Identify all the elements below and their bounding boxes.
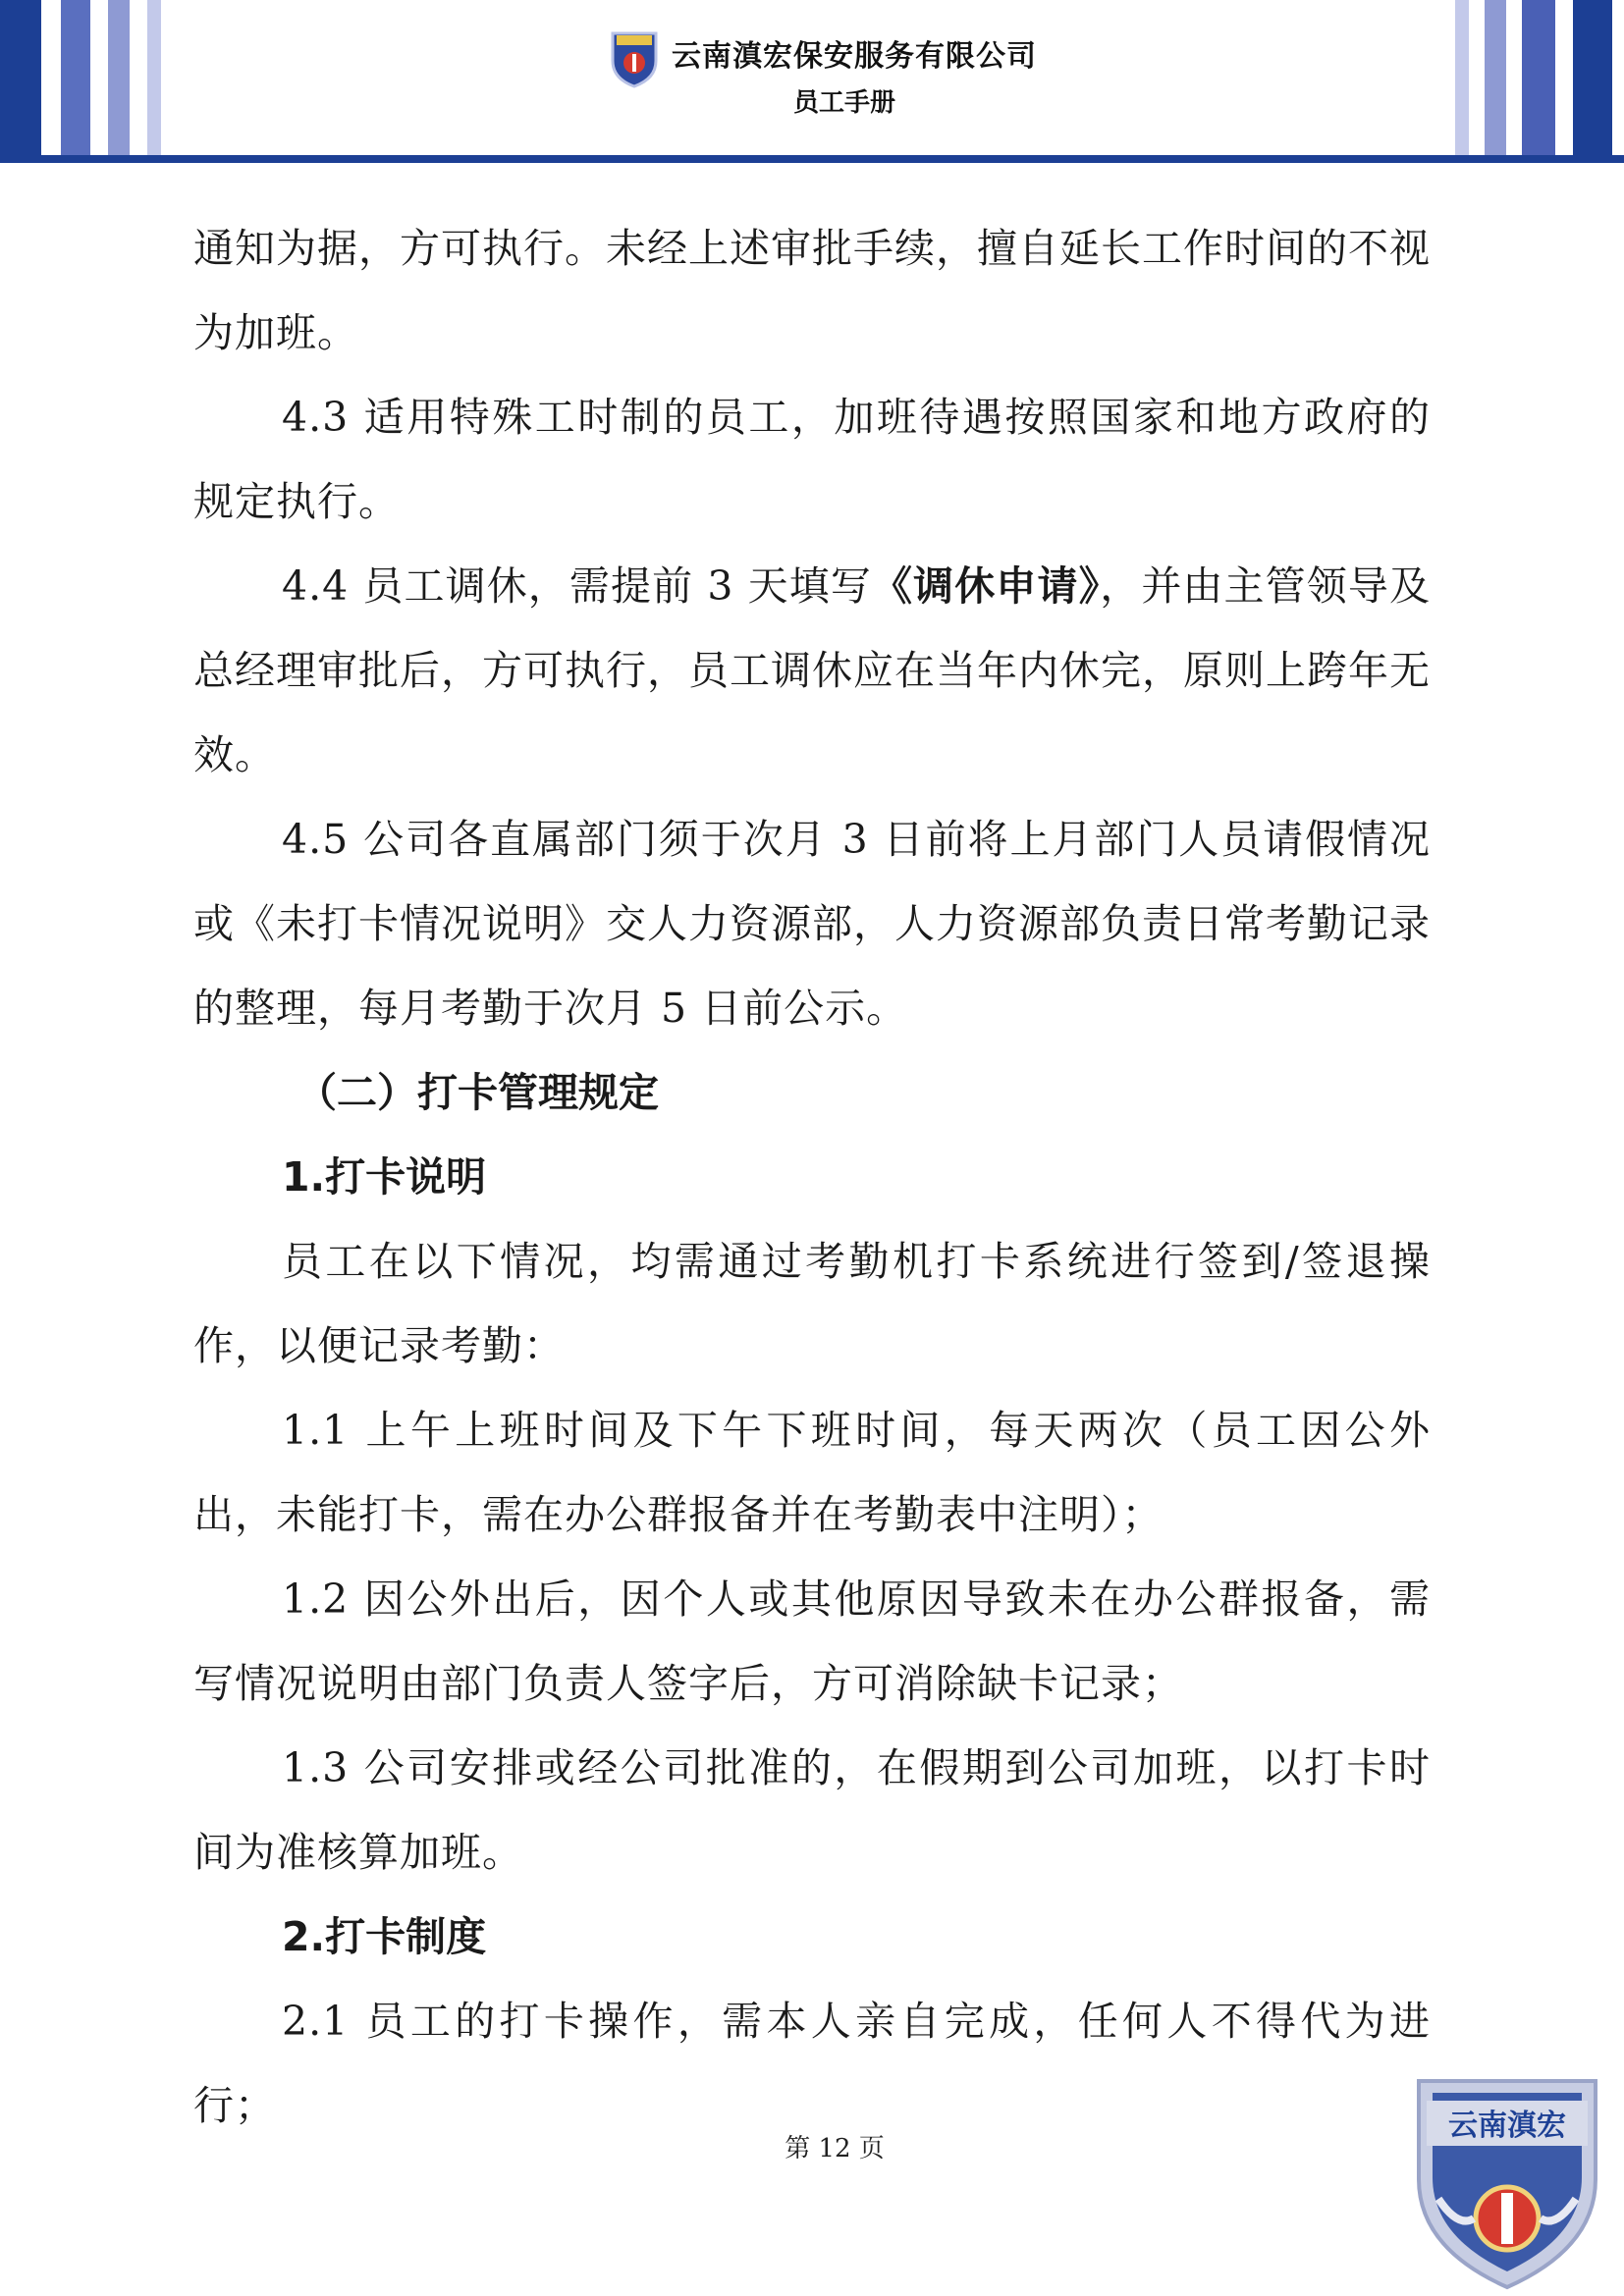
clause-4-4-text-post: ，并由主管领导及总经理审批后，方可执行，员工调休应在当年内休完，原则上跨年无效。 <box>193 562 1432 778</box>
manual-title: 员工手册 <box>792 88 895 118</box>
subheading-clock-in-rules: 2.打卡制度 <box>282 1913 487 1960</box>
page-body <box>193 206 1431 2148</box>
company-shield-logo-icon <box>609 27 660 88</box>
page-number: 第 12 页 <box>785 2134 885 2163</box>
clause-1-3: 1.3 公司安排或经公司批准的，在假期到公司加班，以打卡时间为准核算加班。 <box>193 1744 1431 1876</box>
company-badge-icon <box>1399 2061 1615 2292</box>
subheading-clock-in-description: 1.打卡说明 <box>282 1153 487 1201</box>
clause-4-5: 4.5 公司各直属部门须于次月 3 日前将上月部门人员请假情况或《未打卡情况说明》交人力资源部，人力资源部负责日常考勤记录的整理，每月考勤于次月 5 日前公示。 <box>193 816 1431 1032</box>
company-name: 云南滇宏保安服务有限公司 <box>672 39 1037 74</box>
clause-4-3: 4.3 适用特殊工时制的员工，加班待遇按照国家和地方政府的规定执行。 <box>193 394 1431 525</box>
header-decor-right <box>1447 0 1624 157</box>
paragraph-continued: 通知为据，方可执行。未经上述审批手续，擅自延长工作时间的不视为加班。 <box>193 225 1431 356</box>
form-name-bold: 《调休申请》 <box>872 562 1101 610</box>
section-heading: （二）打卡管理规定 <box>297 1069 659 1116</box>
clause-4-4 <box>193 544 1431 797</box>
clause-1-2: 1.2 因公外出后，因个人或其他原因导致未在办公群报备，需写情况说明由部门负责人签字后，方可消除缺卡记录； <box>193 1575 1431 1707</box>
clock-in-intro: 员工在以下情况，均需通过考勤机打卡系统进行签到/签退操作，以便记录考勤： <box>193 1238 1431 1369</box>
clause-2-1: 2.1 员工的打卡操作，需本人亲自完成，任何人不得代为进行； <box>193 1998 1431 2129</box>
document-header <box>569 22 1060 139</box>
header-decor-left <box>0 0 177 157</box>
header-divider <box>0 155 1624 163</box>
badge-text: 云南滇宏 <box>1448 2109 1566 2143</box>
clause-1-1: 1.1 上午上班时间及下午下班时间，每天两次（员工因公外出，未能打卡，需在办公群报备并在考勤表中注明）； <box>193 1407 1431 1538</box>
clause-4-4-text-pre: 4.4 员工调休，需提前 3 天填写 <box>282 562 872 610</box>
